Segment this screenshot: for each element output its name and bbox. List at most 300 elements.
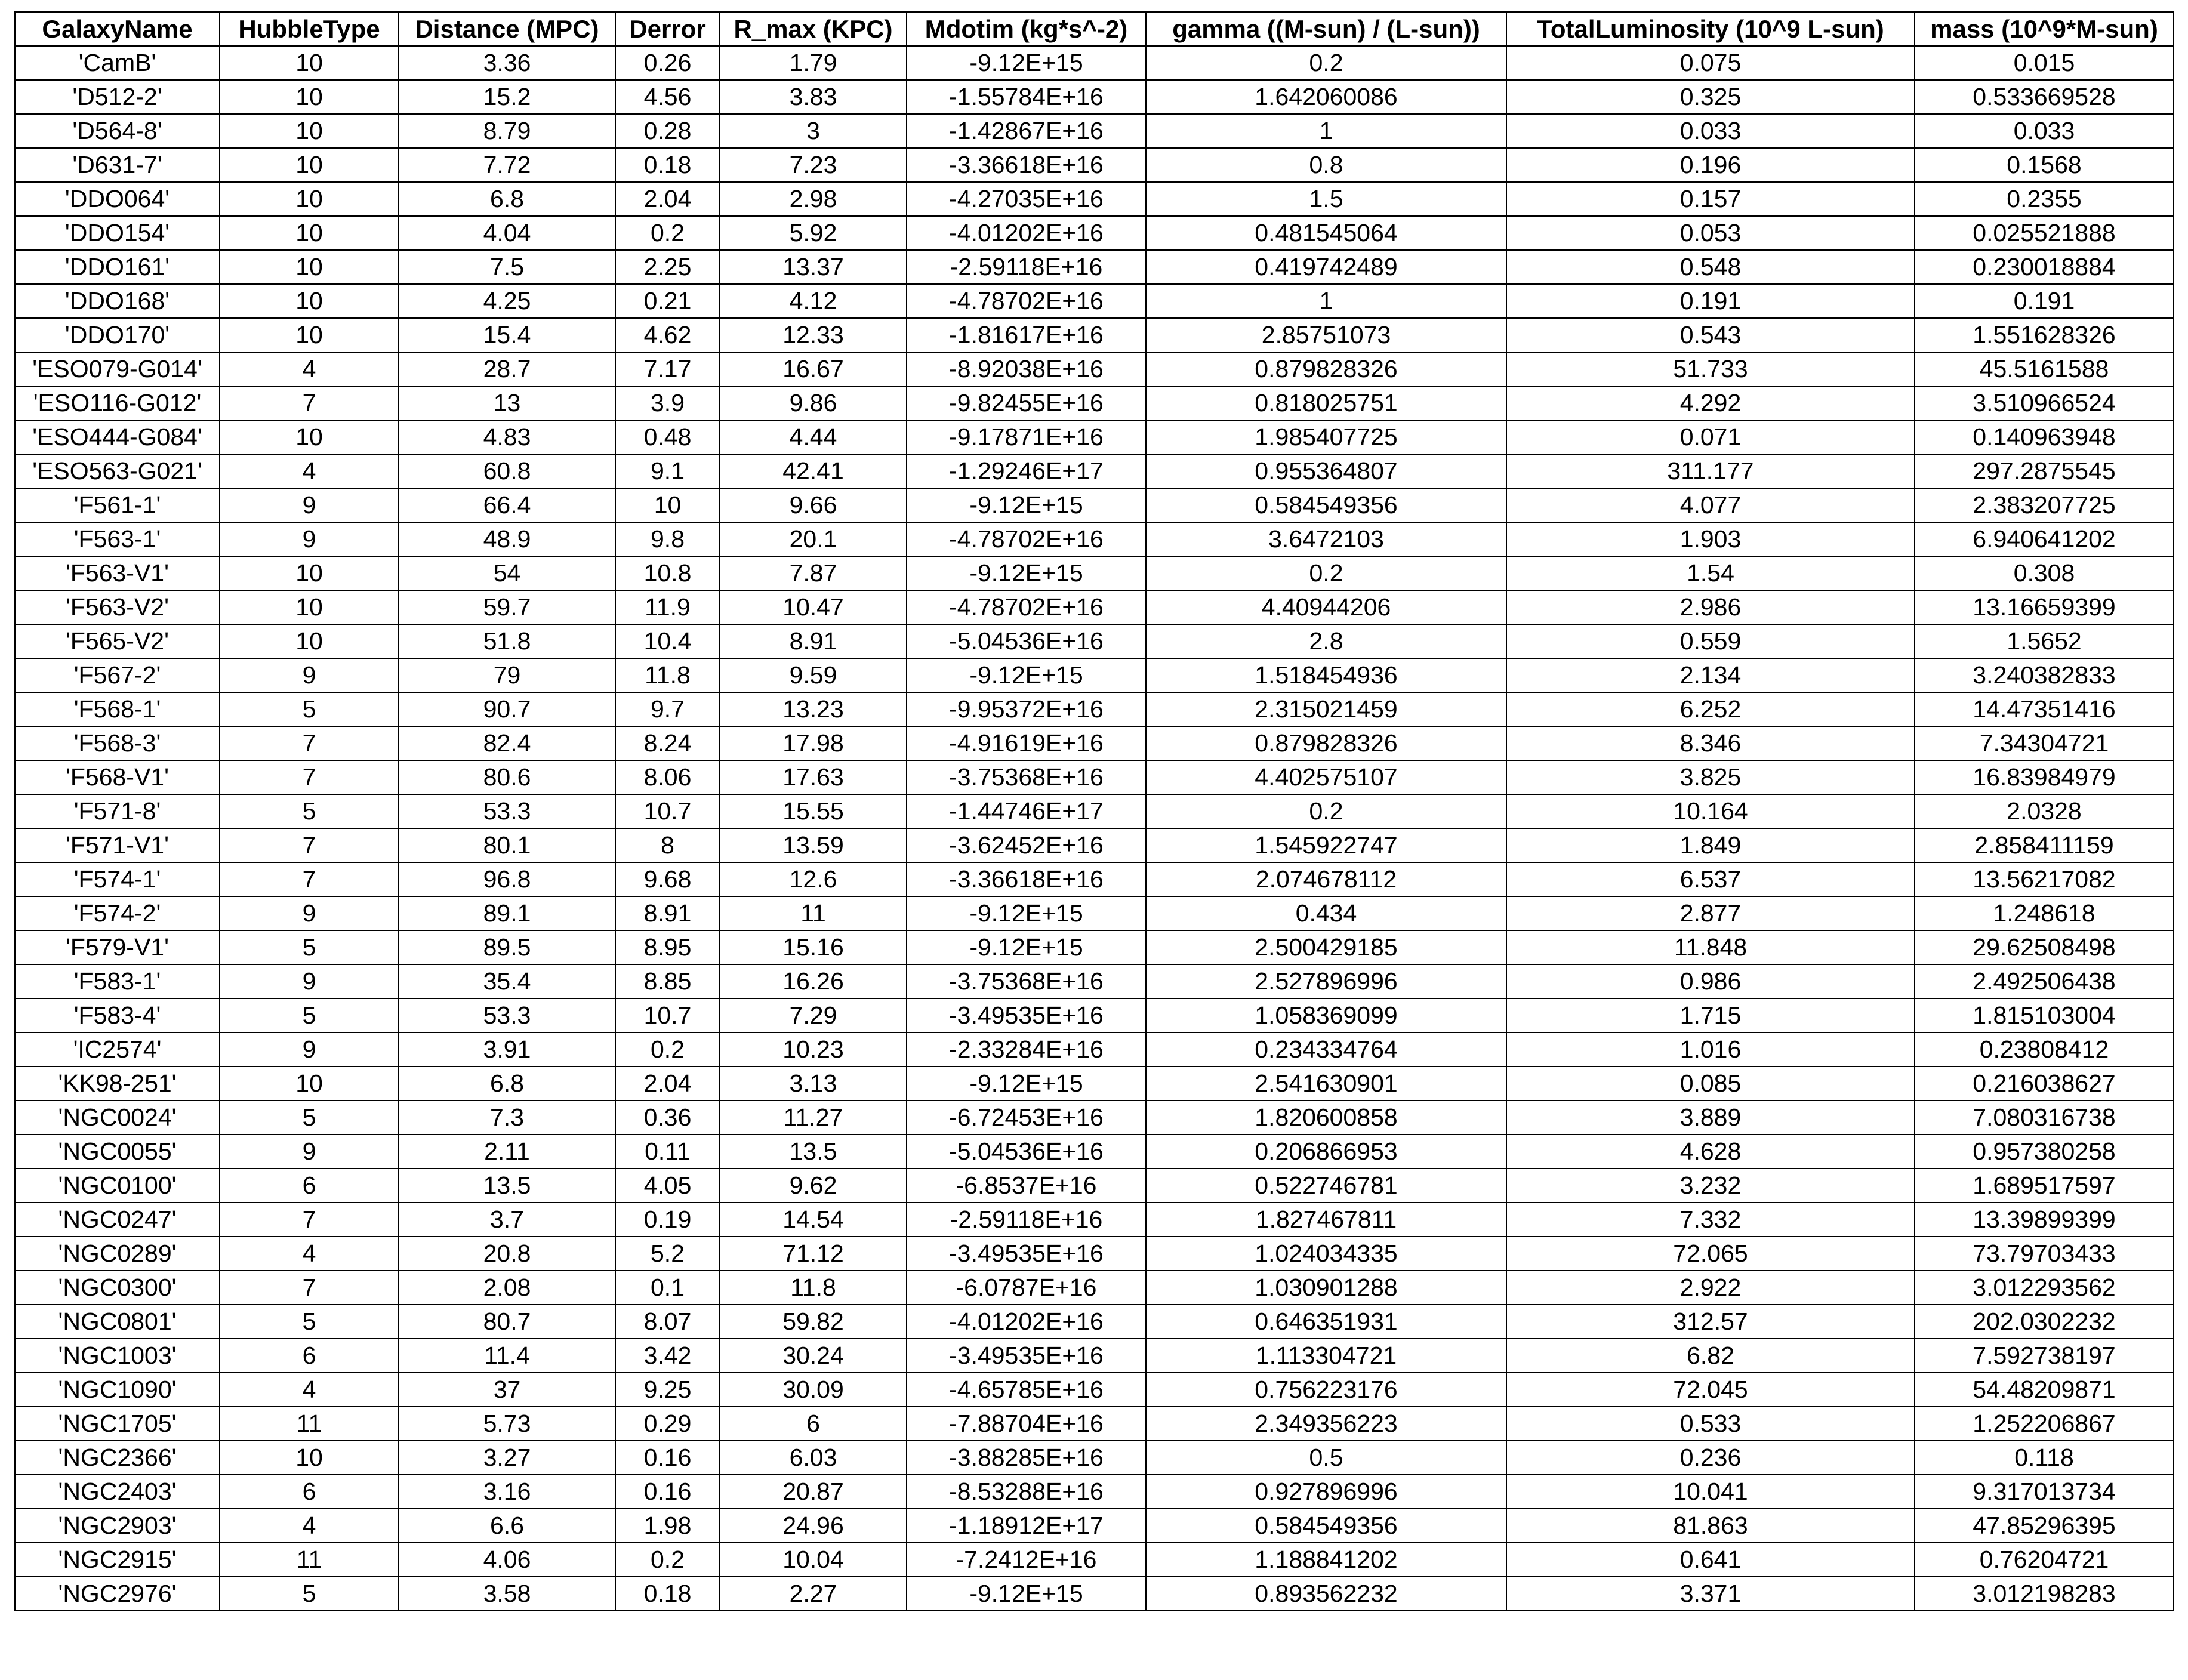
cell-derror: 0.19 (615, 1203, 720, 1237)
cell-galaxy-name: 'ESO444-G084' (15, 420, 220, 454)
cell-distance: 6.8 (399, 182, 615, 216)
cell-total-luminosity: 1.715 (1506, 998, 1915, 1032)
cell-hubble-type: 9 (220, 896, 399, 930)
cell-mass: 0.76204721 (1915, 1543, 2174, 1577)
cell-distance: 89.5 (399, 930, 615, 964)
cell-hubble-type: 10 (220, 420, 399, 454)
cell-mdotim: -3.36618E+16 (907, 862, 1146, 896)
cell-gamma: 0.584549356 (1146, 488, 1506, 522)
cell-distance: 79 (399, 658, 615, 692)
cell-mdotim: -9.12E+15 (907, 930, 1146, 964)
column-header-derror: Derror (615, 12, 720, 46)
cell-distance: 13.5 (399, 1169, 615, 1203)
cell-total-luminosity: 0.157 (1506, 182, 1915, 216)
cell-hubble-type: 10 (220, 556, 399, 590)
galaxy-data-sheet (14, 11, 2174, 1611)
cell-mass: 3.240382833 (1915, 658, 2174, 692)
cell-mass: 0.23808412 (1915, 1032, 2174, 1066)
table-row (15, 1373, 2174, 1407)
cell-total-luminosity: 2.986 (1506, 590, 1915, 624)
cell-r-max: 12.6 (720, 862, 907, 896)
cell-r-max: 17.63 (720, 760, 907, 794)
cell-distance: 3.27 (399, 1441, 615, 1475)
cell-hubble-type: 9 (220, 1135, 399, 1169)
cell-derror: 8.85 (615, 964, 720, 998)
cell-gamma: 1.030901288 (1146, 1271, 1506, 1305)
cell-mass: 1.551628326 (1915, 318, 2174, 352)
cell-derror: 0.2 (615, 1032, 720, 1066)
cell-hubble-type: 10 (220, 80, 399, 114)
cell-total-luminosity: 72.045 (1506, 1373, 1915, 1407)
table-row (15, 1339, 2174, 1373)
cell-distance: 80.1 (399, 828, 615, 862)
cell-derror: 10.7 (615, 794, 720, 828)
table-row (15, 930, 2174, 964)
cell-distance: 5.73 (399, 1407, 615, 1441)
cell-derror: 0.1 (615, 1271, 720, 1305)
cell-r-max: 7.23 (720, 148, 907, 182)
table-row (15, 454, 2174, 488)
cell-mass: 7.34304721 (1915, 726, 2174, 760)
cell-mdotim: -9.12E+15 (907, 1577, 1146, 1611)
cell-total-luminosity: 0.196 (1506, 148, 1915, 182)
cell-galaxy-name: 'F574-2' (15, 896, 220, 930)
cell-total-luminosity: 51.733 (1506, 352, 1915, 386)
cell-r-max: 2.27 (720, 1577, 907, 1611)
cell-galaxy-name: 'F583-4' (15, 998, 220, 1032)
cell-hubble-type: 6 (220, 1169, 399, 1203)
cell-mdotim: -4.91619E+16 (907, 726, 1146, 760)
table-row (15, 1475, 2174, 1509)
cell-gamma: 1.820600858 (1146, 1101, 1506, 1135)
cell-mass: 0.2355 (1915, 182, 2174, 216)
cell-r-max: 11.8 (720, 1271, 907, 1305)
cell-galaxy-name: 'NGC2915' (15, 1543, 220, 1577)
cell-r-max: 7.87 (720, 556, 907, 590)
cell-gamma: 0.584549356 (1146, 1509, 1506, 1543)
cell-r-max: 30.09 (720, 1373, 907, 1407)
cell-gamma: 0.234334764 (1146, 1032, 1506, 1066)
cell-gamma: 2.8 (1146, 624, 1506, 658)
cell-mdotim: -3.88285E+16 (907, 1441, 1146, 1475)
cell-distance: 28.7 (399, 352, 615, 386)
cell-gamma: 3.6472103 (1146, 522, 1506, 556)
cell-mdotim: -1.42867E+16 (907, 114, 1146, 148)
cell-galaxy-name: 'NGC2403' (15, 1475, 220, 1509)
cell-mdotim: -9.12E+15 (907, 896, 1146, 930)
cell-mdotim: -7.88704E+16 (907, 1407, 1146, 1441)
cell-r-max: 20.87 (720, 1475, 907, 1509)
cell-gamma: 0.434 (1146, 896, 1506, 930)
cell-hubble-type: 7 (220, 1203, 399, 1237)
cell-mass: 29.62508498 (1915, 930, 2174, 964)
cell-derror: 8.91 (615, 896, 720, 930)
cell-galaxy-name: 'D564-8' (15, 114, 220, 148)
cell-gamma: 1.545922747 (1146, 828, 1506, 862)
cell-r-max: 59.82 (720, 1305, 907, 1339)
cell-derror: 9.8 (615, 522, 720, 556)
table-row (15, 896, 2174, 930)
cell-r-max: 10.47 (720, 590, 907, 624)
cell-derror: 10.7 (615, 998, 720, 1032)
cell-galaxy-name: 'F568-3' (15, 726, 220, 760)
cell-hubble-type: 5 (220, 794, 399, 828)
cell-galaxy-name: 'F574-1' (15, 862, 220, 896)
cell-mdotim: -6.72453E+16 (907, 1101, 1146, 1135)
cell-galaxy-name: 'NGC0247' (15, 1203, 220, 1237)
cell-hubble-type: 10 (220, 1441, 399, 1475)
cell-total-luminosity: 312.57 (1506, 1305, 1915, 1339)
cell-total-luminosity: 0.236 (1506, 1441, 1915, 1475)
table-row (15, 828, 2174, 862)
cell-gamma: 0.8 (1146, 148, 1506, 182)
table-row (15, 46, 2174, 80)
cell-mass: 297.2875545 (1915, 454, 2174, 488)
cell-derror: 9.25 (615, 1373, 720, 1407)
cell-hubble-type: 4 (220, 1237, 399, 1271)
cell-mdotim: -9.12E+15 (907, 488, 1146, 522)
table-row (15, 216, 2174, 250)
cell-derror: 0.11 (615, 1135, 720, 1169)
cell-hubble-type: 5 (220, 692, 399, 726)
cell-hubble-type: 5 (220, 1305, 399, 1339)
cell-gamma: 1 (1146, 284, 1506, 318)
cell-mass: 2.858411159 (1915, 828, 2174, 862)
table-row (15, 1577, 2174, 1611)
table-row (15, 148, 2174, 182)
cell-hubble-type: 10 (220, 114, 399, 148)
cell-gamma: 0.955364807 (1146, 454, 1506, 488)
cell-total-luminosity: 4.628 (1506, 1135, 1915, 1169)
cell-total-luminosity: 72.065 (1506, 1237, 1915, 1271)
cell-total-luminosity: 10.164 (1506, 794, 1915, 828)
cell-distance: 51.8 (399, 624, 615, 658)
cell-gamma: 1.024034335 (1146, 1237, 1506, 1271)
cell-distance: 6.8 (399, 1066, 615, 1101)
cell-r-max: 9.66 (720, 488, 907, 522)
cell-hubble-type: 4 (220, 352, 399, 386)
cell-r-max: 13.5 (720, 1135, 907, 1169)
table-row (15, 964, 2174, 998)
cell-mdotim: -4.27035E+16 (907, 182, 1146, 216)
cell-derror: 4.56 (615, 80, 720, 114)
cell-mdotim: -6.8537E+16 (907, 1169, 1146, 1203)
column-header-total-luminosity: TotalLuminosity (10^9 L-sun) (1506, 12, 1915, 46)
cell-distance: 4.83 (399, 420, 615, 454)
cell-r-max: 10.04 (720, 1543, 907, 1577)
cell-mdotim: -2.59118E+16 (907, 1203, 1146, 1237)
cell-total-luminosity: 0.548 (1506, 250, 1915, 284)
cell-r-max: 10.23 (720, 1032, 907, 1066)
cell-mdotim: -3.75368E+16 (907, 964, 1146, 998)
cell-mass: 0.140963948 (1915, 420, 2174, 454)
cell-gamma: 1 (1146, 114, 1506, 148)
table-row (15, 726, 2174, 760)
cell-mdotim: -1.81617E+16 (907, 318, 1146, 352)
cell-r-max: 8.91 (720, 624, 907, 658)
cell-mdotim: -3.49535E+16 (907, 1237, 1146, 1271)
cell-derror: 2.04 (615, 182, 720, 216)
cell-mass: 0.533669528 (1915, 80, 2174, 114)
cell-gamma: 0.927896996 (1146, 1475, 1506, 1509)
cell-mass: 9.317013734 (1915, 1475, 2174, 1509)
cell-mass: 0.015 (1915, 46, 2174, 80)
cell-mass: 2.383207725 (1915, 488, 2174, 522)
cell-gamma: 2.527896996 (1146, 964, 1506, 998)
cell-r-max: 13.37 (720, 250, 907, 284)
cell-derror: 0.48 (615, 420, 720, 454)
cell-mdotim: -4.65785E+16 (907, 1373, 1146, 1407)
cell-galaxy-name: 'F579-V1' (15, 930, 220, 964)
cell-distance: 82.4 (399, 726, 615, 760)
cell-mass: 14.47351416 (1915, 692, 2174, 726)
cell-distance: 7.72 (399, 148, 615, 182)
cell-r-max: 12.33 (720, 318, 907, 352)
cell-r-max: 24.96 (720, 1509, 907, 1543)
cell-mass: 0.118 (1915, 1441, 2174, 1475)
cell-mdotim: -5.04536E+16 (907, 624, 1146, 658)
cell-derror: 0.29 (615, 1407, 720, 1441)
cell-distance: 4.25 (399, 284, 615, 318)
cell-distance: 89.1 (399, 896, 615, 930)
cell-total-luminosity: 10.041 (1506, 1475, 1915, 1509)
cell-distance: 7.5 (399, 250, 615, 284)
cell-galaxy-name: 'F563-1' (15, 522, 220, 556)
cell-galaxy-name: 'F563-V1' (15, 556, 220, 590)
cell-mass: 0.1568 (1915, 148, 2174, 182)
cell-total-luminosity: 3.889 (1506, 1101, 1915, 1135)
cell-derror: 11.9 (615, 590, 720, 624)
cell-gamma: 0.2 (1146, 46, 1506, 80)
cell-galaxy-name: 'ESO079-G014' (15, 352, 220, 386)
cell-mass: 13.39899399 (1915, 1203, 2174, 1237)
cell-total-luminosity: 3.825 (1506, 760, 1915, 794)
cell-hubble-type: 7 (220, 862, 399, 896)
cell-total-luminosity: 81.863 (1506, 1509, 1915, 1543)
cell-galaxy-name: 'CamB' (15, 46, 220, 80)
cell-r-max: 16.26 (720, 964, 907, 998)
cell-hubble-type: 4 (220, 1509, 399, 1543)
cell-gamma: 2.541630901 (1146, 1066, 1506, 1101)
cell-gamma: 0.893562232 (1146, 1577, 1506, 1611)
cell-mdotim: -9.82455E+16 (907, 386, 1146, 420)
cell-mdotim: -8.53288E+16 (907, 1475, 1146, 1509)
cell-galaxy-name: 'DDO161' (15, 250, 220, 284)
cell-hubble-type: 5 (220, 1101, 399, 1135)
cell-distance: 3.91 (399, 1032, 615, 1066)
cell-derror: 10 (615, 488, 720, 522)
cell-r-max: 16.67 (720, 352, 907, 386)
cell-total-luminosity: 0.641 (1506, 1543, 1915, 1577)
cell-gamma: 0.206866953 (1146, 1135, 1506, 1169)
cell-r-max: 13.23 (720, 692, 907, 726)
cell-total-luminosity: 4.292 (1506, 386, 1915, 420)
cell-mdotim: -1.44746E+17 (907, 794, 1146, 828)
column-header-hubble-type: HubbleType (220, 12, 399, 46)
cell-distance: 80.6 (399, 760, 615, 794)
cell-total-luminosity: 1.54 (1506, 556, 1915, 590)
cell-mass: 1.815103004 (1915, 998, 2174, 1032)
cell-mass: 0.230018884 (1915, 250, 2174, 284)
cell-derror: 0.16 (615, 1475, 720, 1509)
cell-mdotim: -1.29246E+17 (907, 454, 1146, 488)
cell-galaxy-name: 'F571-8' (15, 794, 220, 828)
cell-hubble-type: 9 (220, 658, 399, 692)
cell-derror: 2.04 (615, 1066, 720, 1101)
cell-gamma: 0.2 (1146, 556, 1506, 590)
cell-gamma: 0.818025751 (1146, 386, 1506, 420)
cell-gamma: 1.058369099 (1146, 998, 1506, 1032)
cell-galaxy-name: 'NGC2976' (15, 1577, 220, 1611)
cell-derror: 5.2 (615, 1237, 720, 1271)
cell-galaxy-name: 'NGC1705' (15, 1407, 220, 1441)
cell-total-luminosity: 0.533 (1506, 1407, 1915, 1441)
column-header-mass: mass (10^9*M-sun) (1915, 12, 2174, 46)
cell-total-luminosity: 11.848 (1506, 930, 1915, 964)
cell-mdotim: -8.92038E+16 (907, 352, 1146, 386)
cell-galaxy-name: 'NGC1090' (15, 1373, 220, 1407)
cell-r-max: 9.59 (720, 658, 907, 692)
cell-mass: 202.0302232 (1915, 1305, 2174, 1339)
cell-hubble-type: 9 (220, 964, 399, 998)
cell-galaxy-name: 'D512-2' (15, 80, 220, 114)
cell-total-luminosity: 2.922 (1506, 1271, 1915, 1305)
cell-gamma: 1.188841202 (1146, 1543, 1506, 1577)
cell-galaxy-name: 'NGC0055' (15, 1135, 220, 1169)
table-row (15, 114, 2174, 148)
cell-distance: 15.4 (399, 318, 615, 352)
cell-gamma: 2.500429185 (1146, 930, 1506, 964)
cell-r-max: 14.54 (720, 1203, 907, 1237)
cell-derror: 2.25 (615, 250, 720, 284)
cell-derror: 9.1 (615, 454, 720, 488)
cell-gamma: 2.315021459 (1146, 692, 1506, 726)
cell-derror: 0.18 (615, 148, 720, 182)
cell-galaxy-name: 'NGC0100' (15, 1169, 220, 1203)
column-header-galaxy-name: GalaxyName (15, 12, 220, 46)
table-row (15, 1543, 2174, 1577)
cell-distance: 13 (399, 386, 615, 420)
cell-hubble-type: 5 (220, 1577, 399, 1611)
cell-derror: 0.36 (615, 1101, 720, 1135)
header-row (15, 12, 2174, 46)
column-header-gamma: gamma ((M-sun) / (L-sun)) (1146, 12, 1506, 46)
cell-total-luminosity: 2.134 (1506, 658, 1915, 692)
cell-gamma: 1.985407725 (1146, 420, 1506, 454)
cell-distance: 80.7 (399, 1305, 615, 1339)
table-row (15, 794, 2174, 828)
cell-r-max: 42.41 (720, 454, 907, 488)
cell-total-luminosity: 0.085 (1506, 1066, 1915, 1101)
cell-galaxy-name: 'F571-V1' (15, 828, 220, 862)
cell-mdotim: -9.95372E+16 (907, 692, 1146, 726)
cell-distance: 53.3 (399, 998, 615, 1032)
cell-total-luminosity: 0.071 (1506, 420, 1915, 454)
table-row (15, 1441, 2174, 1475)
cell-galaxy-name: 'DDO064' (15, 182, 220, 216)
cell-mass: 2.0328 (1915, 794, 2174, 828)
cell-distance: 60.8 (399, 454, 615, 488)
cell-total-luminosity: 0.033 (1506, 114, 1915, 148)
table-row (15, 1032, 2174, 1066)
cell-galaxy-name: 'IC2574' (15, 1032, 220, 1066)
cell-derror: 8 (615, 828, 720, 862)
cell-distance: 11.4 (399, 1339, 615, 1373)
table-row (15, 1066, 2174, 1101)
cell-distance: 4.06 (399, 1543, 615, 1577)
cell-gamma: 0.646351931 (1146, 1305, 1506, 1339)
cell-total-luminosity: 1.016 (1506, 1032, 1915, 1066)
cell-derror: 8.07 (615, 1305, 720, 1339)
cell-r-max: 15.55 (720, 794, 907, 828)
column-header-distance: Distance (MPC) (399, 12, 615, 46)
table-row (15, 1169, 2174, 1203)
cell-mdotim: -3.49535E+16 (907, 998, 1146, 1032)
cell-total-luminosity: 1.849 (1506, 828, 1915, 862)
cell-mdotim: -3.75368E+16 (907, 760, 1146, 794)
cell-distance: 7.3 (399, 1101, 615, 1135)
cell-mdotim: -5.04536E+16 (907, 1135, 1146, 1169)
table-row (15, 1101, 2174, 1135)
cell-distance: 3.58 (399, 1577, 615, 1611)
cell-distance: 48.9 (399, 522, 615, 556)
cell-hubble-type: 7 (220, 828, 399, 862)
cell-galaxy-name: 'D631-7' (15, 148, 220, 182)
cell-derror: 11.8 (615, 658, 720, 692)
cell-hubble-type: 7 (220, 726, 399, 760)
cell-hubble-type: 9 (220, 522, 399, 556)
cell-mass: 7.080316738 (1915, 1101, 2174, 1135)
cell-mass: 54.48209871 (1915, 1373, 2174, 1407)
cell-mass: 0.957380258 (1915, 1135, 2174, 1169)
table-row (15, 352, 2174, 386)
cell-distance: 15.2 (399, 80, 615, 114)
cell-derror: 0.2 (615, 216, 720, 250)
cell-mdotim: -2.59118E+16 (907, 250, 1146, 284)
cell-gamma: 0.522746781 (1146, 1169, 1506, 1203)
cell-mass: 47.85296395 (1915, 1509, 2174, 1543)
cell-r-max: 7.29 (720, 998, 907, 1032)
cell-total-luminosity: 311.177 (1506, 454, 1915, 488)
table-row (15, 692, 2174, 726)
cell-galaxy-name: 'DDO170' (15, 318, 220, 352)
cell-r-max: 6.03 (720, 1441, 907, 1475)
cell-derror: 0.21 (615, 284, 720, 318)
table-row (15, 1509, 2174, 1543)
cell-total-luminosity: 0.543 (1506, 318, 1915, 352)
cell-hubble-type: 10 (220, 46, 399, 80)
table-row (15, 624, 2174, 658)
cell-distance: 37 (399, 1373, 615, 1407)
cell-galaxy-name: 'F568-V1' (15, 760, 220, 794)
cell-mass: 1.689517597 (1915, 1169, 2174, 1203)
cell-derror: 0.28 (615, 114, 720, 148)
cell-distance: 3.36 (399, 46, 615, 80)
table-row (15, 998, 2174, 1032)
cell-derror: 3.9 (615, 386, 720, 420)
table-row (15, 1203, 2174, 1237)
cell-total-luminosity: 4.077 (1506, 488, 1915, 522)
cell-galaxy-name: 'NGC2903' (15, 1509, 220, 1543)
cell-hubble-type: 7 (220, 386, 399, 420)
table-row (15, 760, 2174, 794)
cell-total-luminosity: 6.82 (1506, 1339, 1915, 1373)
cell-galaxy-name: 'NGC0801' (15, 1305, 220, 1339)
cell-gamma: 1.518454936 (1146, 658, 1506, 692)
cell-mass: 7.592738197 (1915, 1339, 2174, 1373)
cell-derror: 4.62 (615, 318, 720, 352)
cell-hubble-type: 10 (220, 624, 399, 658)
